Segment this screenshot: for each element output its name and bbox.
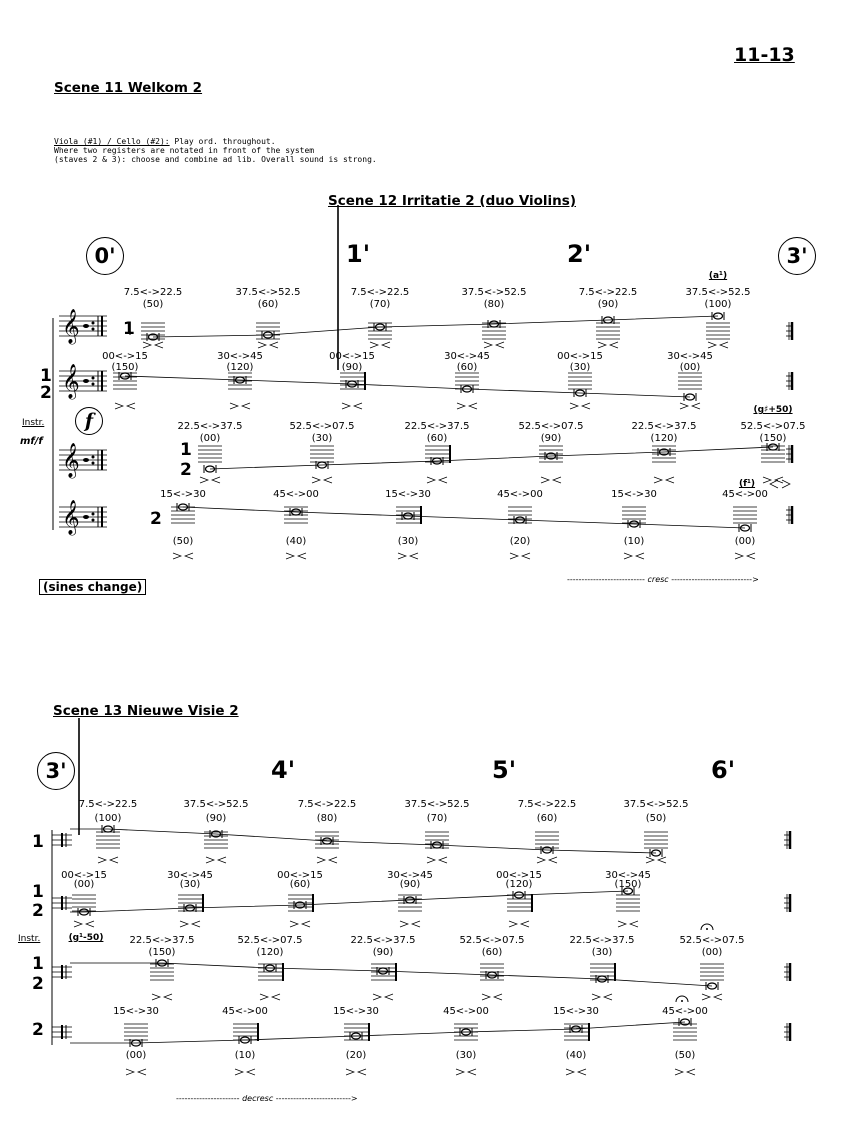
range-label: 37.5<->52.5 <box>461 287 527 298</box>
decresc-wedge <box>496 342 504 348</box>
decresc-wedge <box>302 921 310 927</box>
decresc-wedge <box>138 1069 146 1075</box>
cent-label: (00) <box>679 362 701 373</box>
annotation-g1-minus-50: (g¹-50) <box>68 933 104 943</box>
time-marker-6: 6' <box>711 756 736 784</box>
decresc-wedge <box>782 480 790 488</box>
scene-11-title: Scene 11 Welkom 2 <box>54 80 203 96</box>
cent-label: (50) <box>172 536 194 547</box>
staff-label: 2 <box>180 460 192 480</box>
decresc-wedge <box>155 342 163 348</box>
cresc-wedge <box>200 477 208 483</box>
repeat-dot <box>92 456 95 459</box>
cresc-wedge <box>708 342 716 348</box>
range-label: 45<->00 <box>662 1006 708 1017</box>
range-label: 15<->30 <box>160 489 206 500</box>
cresc-wedge <box>206 857 214 863</box>
time-marker-3: 3' <box>778 237 816 275</box>
range-label: 52.5<->07.5 <box>289 421 355 432</box>
instr-label: Instr. <box>18 934 41 944</box>
scene-13-title: Scene 13 Nieuwe Visie 2 <box>53 703 239 719</box>
decresc-wedge <box>272 994 280 1000</box>
range-label: 52.5<->07.5 <box>740 421 806 432</box>
cent-label: (30) <box>311 433 333 444</box>
cresc-text: cresc <box>647 575 669 584</box>
range-label: 7.5<->22.5 <box>123 287 183 298</box>
repeat-dot <box>92 513 95 516</box>
glissando-line <box>210 447 773 469</box>
range-label: 22.5<->37.5 <box>129 935 195 946</box>
range-label: 52.5<->07.5 <box>518 421 584 432</box>
range-label: 00<->15 <box>496 870 542 881</box>
range-label: 15<->30 <box>113 1006 159 1017</box>
repeat-dot <box>92 519 95 522</box>
note-line3: (staves 2 & 3): choose and combine ad lib. Overall sound is strong. <box>54 155 377 165</box>
range-label: 52.5<->07.5 <box>679 935 745 946</box>
cent-label: (70) <box>369 299 391 310</box>
decresc-wedge <box>553 477 561 483</box>
cresc-wedge <box>680 403 688 409</box>
treble-clef-icon: 𝄞 <box>62 500 80 535</box>
page-number: 11-13 <box>734 44 795 66</box>
cresc-wedge <box>235 1069 243 1075</box>
range-label: 22.5<->37.5 <box>569 935 635 946</box>
time-marker-1: 1' <box>346 240 371 268</box>
decresc-wedge <box>468 1069 476 1075</box>
decresc-wedge <box>270 342 278 348</box>
hairpin-arrow: ----------------------------> <box>671 575 759 584</box>
repeat-dot <box>92 462 95 465</box>
treble-clef-icon: 𝄞 <box>62 309 80 344</box>
range-label: 45<->00 <box>443 1006 489 1017</box>
decresc-wedge <box>86 921 94 927</box>
range-label: 00<->15 <box>557 351 603 362</box>
range-label: 7.5<->22.5 <box>578 287 638 298</box>
range-label: 15<->30 <box>611 489 657 500</box>
time-marker-5: 5' <box>492 756 517 784</box>
range-label: 37.5<->52.5 <box>183 799 249 810</box>
cresc-wedge <box>510 553 518 559</box>
cresc-wedge <box>400 921 408 927</box>
cent-label: (120) <box>226 362 254 373</box>
cresc-wedge <box>180 921 188 927</box>
cresc-wedge <box>312 477 320 483</box>
decresc-text: decresc <box>242 1094 274 1103</box>
decresc-wedge <box>687 1069 695 1075</box>
range-label: 45<->00 <box>273 489 319 500</box>
hairpin-dashes: --------------------------- <box>567 575 645 584</box>
cent-label: (90) <box>372 947 394 958</box>
decresc-wedge <box>385 994 393 1000</box>
fermata-dot <box>706 928 708 930</box>
cresc-wedge <box>286 553 294 559</box>
decresc-wedge <box>324 477 332 483</box>
cent-label: (60) <box>481 947 503 958</box>
time-marker-0: 0' <box>86 237 124 275</box>
cent-label: (90) <box>399 879 421 890</box>
staff-label: 1 <box>40 366 52 386</box>
decresc-wedge <box>604 994 612 1000</box>
cent-label: (00) <box>734 536 756 547</box>
range-label: 45<->00 <box>222 1006 268 1017</box>
cent-label: (120) <box>256 947 284 958</box>
cresc-wedge <box>290 921 298 927</box>
range-label: 22.5<->37.5 <box>350 935 416 946</box>
cent-label: (00) <box>199 433 221 444</box>
note-head <box>83 324 89 328</box>
range-label: 52.5<->07.5 <box>459 935 525 946</box>
range-label: 00<->15 <box>61 870 107 881</box>
decresc-wedge <box>382 342 390 348</box>
instr-label: Instr. <box>22 418 45 428</box>
cresc-wedge <box>675 1069 683 1075</box>
decresc-wedge <box>747 553 755 559</box>
cent-label: (60) <box>456 362 478 373</box>
range-label: 30<->45 <box>387 870 433 881</box>
range-label: 37.5<->52.5 <box>235 287 301 298</box>
cent-label: (120) <box>650 433 678 444</box>
cresc-wedge <box>373 994 381 1000</box>
range-label: 15<->30 <box>553 1006 599 1017</box>
cent-label: (50) <box>674 1050 696 1061</box>
fermata-dot <box>681 1000 683 1002</box>
glissando-line <box>183 507 745 528</box>
cresc-wedge <box>541 477 549 483</box>
cresc-wedge <box>317 857 325 863</box>
cent-label: (60) <box>426 433 448 444</box>
range-label: 15<->30 <box>385 489 431 500</box>
cent-label: (00) <box>125 1050 147 1061</box>
cresc-wedge <box>566 1069 574 1075</box>
cent-label: (100) <box>704 299 732 310</box>
decresc-wedge <box>164 994 172 1000</box>
range-label: 7.5<->22.5 <box>517 799 577 810</box>
cresc-wedge <box>509 921 517 927</box>
decresc-wedge <box>329 857 337 863</box>
staff-label: 2 <box>40 383 52 403</box>
note-line2: Where two registers are notated in front of the system <box>54 146 315 156</box>
range-label: 00<->15 <box>102 351 148 362</box>
staff-label: 1 <box>123 319 135 339</box>
note-head <box>83 379 89 383</box>
staff-label: 1 <box>32 882 44 902</box>
dynamic-mf-f: mf/f <box>20 436 43 447</box>
decresc-wedge <box>218 857 226 863</box>
decresc-wedge <box>636 553 644 559</box>
glissando-line <box>70 891 628 912</box>
cent-label: (80) <box>483 299 505 310</box>
treble-clef-icon: 𝄞 <box>62 364 80 399</box>
cresc-wedge <box>654 477 662 483</box>
cent-label: (30) <box>591 947 613 958</box>
range-label: 30<->45 <box>217 351 263 362</box>
decresc-wedge <box>242 403 250 409</box>
range-label: 52.5<->07.5 <box>237 935 303 946</box>
cresc-wedge <box>115 403 123 409</box>
decresc-wedge <box>720 342 728 348</box>
decresc-wedge <box>439 857 447 863</box>
note-line1: Play ord. throughout. <box>169 137 276 146</box>
cent-label: (60) <box>536 813 558 824</box>
cent-label: (150) <box>148 947 176 958</box>
cresc-wedge <box>570 403 578 409</box>
range-label: 7.5<->22.5 <box>350 287 410 298</box>
cent-label: (20) <box>509 536 531 547</box>
note-instruments: Viola (#1) / Cello (#2): <box>54 137 170 146</box>
cresc-wedge <box>126 1069 134 1075</box>
cent-label: (20) <box>345 1050 367 1061</box>
cresc-wedge <box>646 857 654 863</box>
glissando-line <box>70 1022 685 1043</box>
sines-change-box: (sines change) <box>39 579 146 595</box>
cent-label: (30) <box>569 362 591 373</box>
decresc-wedge <box>469 403 477 409</box>
cresc-wedge <box>342 403 350 409</box>
cresc-wedge <box>74 921 82 927</box>
cresc-wedge <box>260 994 268 1000</box>
decresc-wedge <box>714 994 722 1000</box>
cresc-wedge <box>735 553 743 559</box>
cresc-wedge <box>770 480 778 488</box>
range-label: 30<->45 <box>667 351 713 362</box>
decresc-wedge <box>521 921 529 927</box>
cent-label: (150) <box>759 433 787 444</box>
decresc-wedge <box>354 403 362 409</box>
cresc-wedge <box>98 857 106 863</box>
cresc-wedge <box>456 1069 464 1075</box>
range-label: 30<->45 <box>605 870 651 881</box>
decresc-wedge <box>412 921 420 927</box>
cresc-wedge <box>457 403 465 409</box>
cent-label: (00) <box>73 879 95 890</box>
decresc-wedge <box>439 477 447 483</box>
time-marker-3b: 3' <box>37 752 75 790</box>
range-label: 45<->00 <box>722 489 768 500</box>
repeat-dot <box>92 328 95 331</box>
range-label: 7.5<->22.5 <box>78 799 138 810</box>
cent-label: (50) <box>645 813 667 824</box>
decresc-wedge <box>110 857 118 863</box>
cent-label: (40) <box>285 536 307 547</box>
cresc-wedge <box>484 342 492 348</box>
cent-label: (10) <box>234 1050 256 1061</box>
time-marker-2: 2' <box>567 240 592 268</box>
cent-label: (90) <box>341 362 363 373</box>
cent-label: (30) <box>455 1050 477 1061</box>
cresc-wedge <box>258 342 266 348</box>
treble-clef-icon: 𝄞 <box>62 443 80 478</box>
annotation-a1: (a¹) <box>708 271 728 281</box>
annotation-g-plus-50: (g♯+50) <box>753 405 793 415</box>
range-label: 30<->45 <box>444 351 490 362</box>
decresc-wedge <box>775 477 783 483</box>
cent-label: (40) <box>565 1050 587 1061</box>
decresc-wedge <box>582 403 590 409</box>
cresc-wedge <box>346 1069 354 1075</box>
cresc-wedge <box>482 994 490 1000</box>
decresc-wedge <box>185 553 193 559</box>
note-head <box>83 515 89 519</box>
glissando-line <box>70 829 656 853</box>
cresc-wedge <box>598 342 606 348</box>
decresc-wedge <box>630 921 638 927</box>
range-label: 30<->45 <box>167 870 213 881</box>
range-label: 37.5<->52.5 <box>685 287 751 298</box>
cent-label: (90) <box>540 433 562 444</box>
decresc-wedge <box>658 857 666 863</box>
range-label: 00<->15 <box>277 870 323 881</box>
cresc-wedge <box>592 994 600 1000</box>
repeat-dot <box>92 383 95 386</box>
cent-label: (00) <box>701 947 723 958</box>
cent-label: (60) <box>257 299 279 310</box>
cresc-wedge <box>537 857 545 863</box>
cresc-wedge <box>618 921 626 927</box>
decresc-wedge <box>578 1069 586 1075</box>
cent-label: (120) <box>505 879 533 890</box>
decresc-wedge <box>692 403 700 409</box>
cresc-wedge <box>230 403 238 409</box>
cent-label: (90) <box>597 299 619 310</box>
repeat-dot <box>92 322 95 325</box>
staff-label: 2 <box>32 901 44 921</box>
cent-label: (60) <box>289 879 311 890</box>
range-label: 37.5<->52.5 <box>623 799 689 810</box>
scene-12-title: Scene 12 Irritatie 2 (duo Violins) <box>328 193 576 209</box>
decresc-wedge <box>212 477 220 483</box>
decresc-wedge <box>666 477 674 483</box>
annotation-f1: (f¹) <box>738 479 756 489</box>
cresc-wedge <box>143 342 151 348</box>
cent-label: (30) <box>179 879 201 890</box>
cent-label: (150) <box>111 362 139 373</box>
cent-label: (80) <box>316 813 338 824</box>
staff-label: 2 <box>32 1020 44 1040</box>
staff-label: 2 <box>32 974 44 994</box>
range-label: 7.5<->22.5 <box>297 799 357 810</box>
cent-label: (70) <box>426 813 448 824</box>
cresc-wedge <box>624 553 632 559</box>
decresc-wedge <box>549 857 557 863</box>
cresc-wedge <box>398 553 406 559</box>
range-label: 45<->00 <box>497 489 543 500</box>
decresc-wedge <box>410 553 418 559</box>
decresc-wedge <box>127 403 135 409</box>
hairpin-dashes: ---------------------- <box>176 1094 240 1103</box>
cent-label: (50) <box>142 299 164 310</box>
forte-dynamic: f <box>75 407 103 435</box>
staff-label: 1 <box>32 954 44 974</box>
cresc-wedge <box>702 994 710 1000</box>
cresc-wedge <box>427 477 435 483</box>
cent-label: (100) <box>94 813 122 824</box>
hairpin-arrow: --------------------------> <box>275 1094 358 1103</box>
staff-label: 2 <box>150 509 162 529</box>
cent-label: (30) <box>397 536 419 547</box>
cresc-wedge <box>370 342 378 348</box>
note-head <box>83 458 89 462</box>
repeat-dot <box>92 377 95 380</box>
decresc-wedge <box>298 553 306 559</box>
cresc-wedge <box>763 477 771 483</box>
cresc-wedge <box>427 857 435 863</box>
range-label: 22.5<->37.5 <box>631 421 697 432</box>
cent-label: (10) <box>623 536 645 547</box>
cent-label: (150) <box>614 879 642 890</box>
decresc-wedge <box>494 994 502 1000</box>
staff-label: 1 <box>180 440 192 460</box>
decresc-wedge <box>192 921 200 927</box>
time-marker-4: 4' <box>271 756 296 784</box>
cresc-wedge <box>152 994 160 1000</box>
range-label: 15<->30 <box>333 1006 379 1017</box>
cent-label: (90) <box>205 813 227 824</box>
glissando-line <box>153 316 718 337</box>
decresc-wedge <box>247 1069 255 1075</box>
range-label: 22.5<->37.5 <box>404 421 470 432</box>
range-label: 00<->15 <box>329 351 375 362</box>
glissando-line <box>125 376 690 397</box>
range-label: 37.5<->52.5 <box>404 799 470 810</box>
decresc-wedge <box>610 342 618 348</box>
decresc-wedge <box>522 553 530 559</box>
cresc-wedge <box>173 553 181 559</box>
decresc-wedge <box>358 1069 366 1075</box>
range-label: 22.5<->37.5 <box>177 421 243 432</box>
staff-label: 1 <box>32 832 44 852</box>
